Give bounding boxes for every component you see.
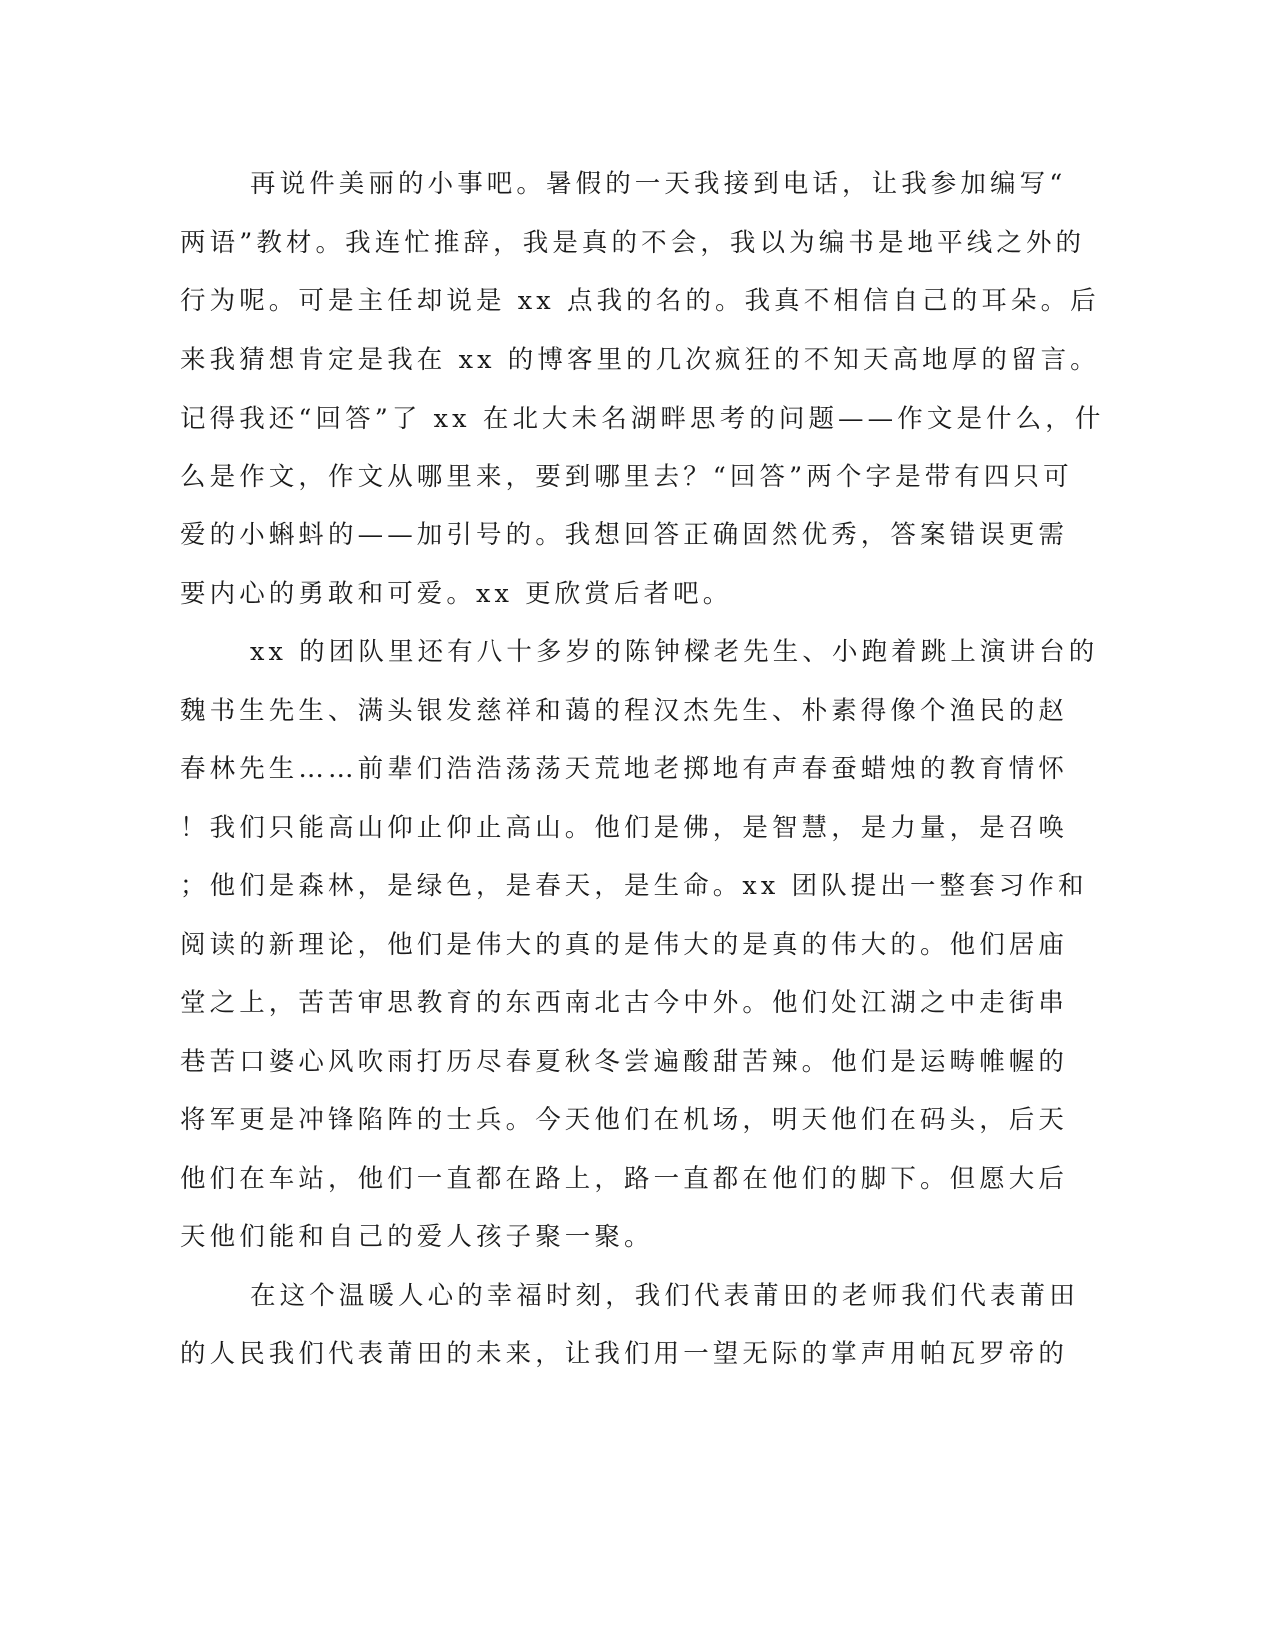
text-line: 要内心的勇敢和可爱。xx 更欣赏后者吧。	[180, 579, 733, 609]
text-line: xx 的团队里还有八十多岁的陈钟樑老先生、小跑着跳上演讲台的	[250, 637, 1099, 667]
text-line: 么是作文，作文从哪里来，要到哪里去？“回答”两个字是带有四只可	[180, 462, 1073, 492]
text-line: 魏书生先生、满头银发慈祥和蔼的程汉杰先生、朴素得像个渔民的赵	[180, 696, 1069, 726]
text-line: ；他们是森林，是绿色，是春天，是生命。xx 团队提出一整套习作和	[180, 871, 1088, 901]
text-line: 的人民我们代表莆田的未来，让我们用一望无际的掌声用帕瓦罗帝的	[180, 1339, 1069, 1369]
text-line: 两语”教材。我连忙推辞，我是真的不会，我以为编书是地平线之外的	[180, 228, 1086, 258]
text-line: ！我们只能高山仰止仰止高山。他们是佛，是智慧，是力量，是召唤	[180, 813, 1069, 843]
text-line: 来我猜想肯定是我在 xx 的博客里的几次疯狂的不知天高地厚的留言。	[180, 345, 1100, 375]
text-line: 他们在车站，他们一直都在路上，路一直都在他们的脚下。但愿大后	[180, 1164, 1069, 1194]
text-line: 巷苦口婆心风吹雨打历尽春夏秋冬尝遍酸甜苦辣。他们是运畴帷幄的	[180, 1047, 1069, 1077]
text-line: 阅读的新理论，他们是伟大的真的是伟大的是真的伟大的。他们居庙	[180, 930, 1069, 960]
text-line: 行为呢。可是主任却说是 xx 点我的名的。我真不相信自己的耳朵。后	[180, 286, 1100, 316]
text-line: 春林先生……前辈们浩浩荡荡天荒地老掷地有声春蚕蜡烛的教育情怀	[180, 754, 1069, 784]
text-line: 再说件美丽的小事吧。暑假的一天我接到电话，让我参加编写“	[250, 169, 1067, 199]
text-line: 爱的小蝌蚪的——加引号的。我想回答正确固然优秀，答案错误更需	[180, 520, 1069, 550]
text-line: 在这个温暖人心的幸福时刻，我们代表莆田的老师我们代表莆田	[250, 1281, 1079, 1311]
text-line: 堂之上，苦苦审思教育的东西南北古今中外。他们处江湖之中走街串	[180, 988, 1069, 1018]
text-line: 记得我还“回答”了 xx 在北大未名湖畔思考的问题——作文是什么，什	[180, 404, 1105, 434]
text-line: 将军更是冲锋陷阵的士兵。今天他们在机场，明天他们在码头，后天	[180, 1105, 1069, 1135]
text-line: 天他们能和自己的爱人孩子聚一聚。	[180, 1222, 654, 1252]
